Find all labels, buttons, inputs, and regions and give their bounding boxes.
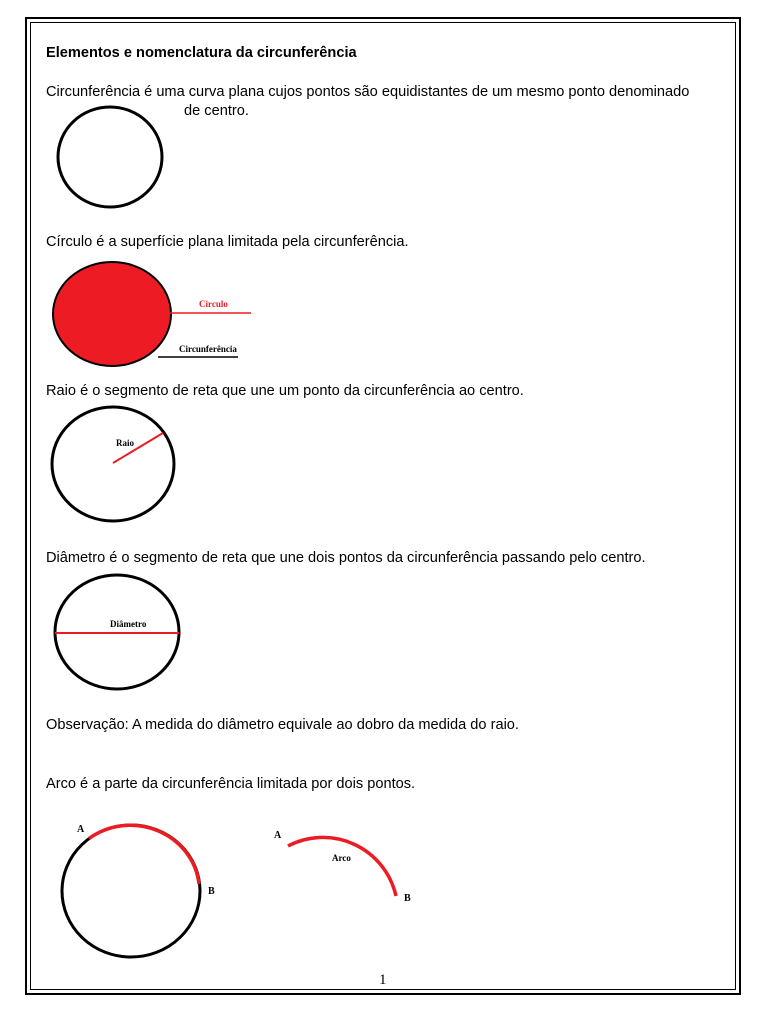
arco-definition: Arco é a parte da circunferência limitada por dois pontos. <box>46 776 416 792</box>
circunferencia-figure <box>50 102 174 214</box>
arco-label: Arco <box>332 853 351 863</box>
diametro-label: Diâmetro <box>110 619 147 629</box>
raio-definition: Raio é o segmento de reta que une um ponto da circunferência ao centro. <box>46 383 524 399</box>
circunferencia-label: Circunferência <box>179 344 237 354</box>
arco-on-circle-figure <box>55 815 230 965</box>
arco-isolated-curve <box>288 837 396 896</box>
raio-label: Raio <box>116 438 134 448</box>
page-number: 1 <box>379 972 387 988</box>
circulo-figure <box>48 260 258 372</box>
raio-figure <box>48 404 180 528</box>
arco-isolated-figure <box>268 820 428 915</box>
arco-point-a-label: A <box>77 824 85 835</box>
circunferencia-shape <box>58 107 162 207</box>
raio-circle <box>52 407 174 521</box>
circunferencia-definition-line2: de centro. <box>184 103 249 119</box>
arco-red-segment <box>89 825 199 884</box>
circunferencia-definition-line1: Circunferência é uma curva plana cujos pontos são equidistantes de um mesmo ponto denominado <box>46 84 690 100</box>
document-title: Elementos e nomenclatura da circunferência <box>46 45 357 61</box>
circulo-label: Circulo <box>199 299 228 309</box>
arco-isolated-point-b-label: B <box>404 893 411 904</box>
observacao-note: Observação: A medida do diâmetro equivale ao dobro da medida do raio. <box>46 717 519 733</box>
diametro-figure <box>50 571 184 695</box>
circulo-filled-disk <box>53 262 171 366</box>
circulo-definition: Círculo é a superfície plana limitada pela circunferência. <box>46 234 409 250</box>
diametro-definition: Diâmetro é o segmento de reta que une dois pontos da circunferência passando pelo centro. <box>46 550 646 566</box>
arco-point-b-label: B <box>208 886 215 897</box>
arco-isolated-point-a-label: A <box>274 830 282 841</box>
